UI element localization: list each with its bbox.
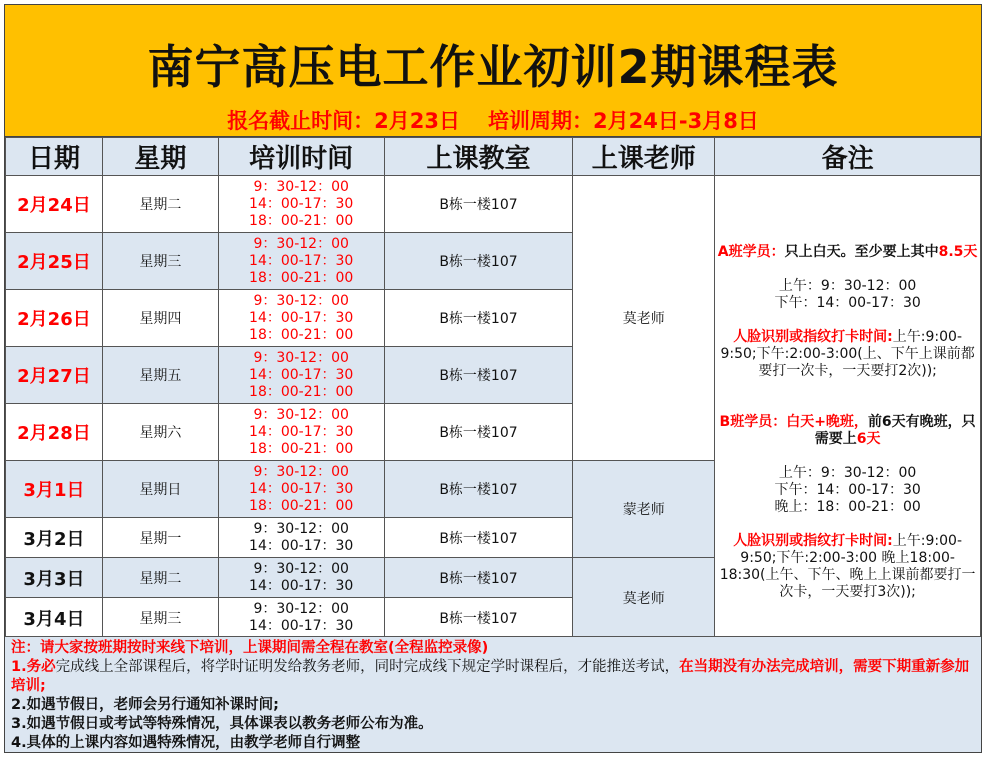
class-b-note bbox=[715, 414, 980, 448]
date-cell: 2月25日 bbox=[6, 233, 103, 290]
footer-note-1-emphasis: 务必 bbox=[26, 659, 56, 675]
weekday-cell: 星期二 bbox=[102, 558, 218, 598]
time-slot: 14：00-17：30 bbox=[249, 617, 354, 634]
header-weekday: 星期 bbox=[102, 138, 218, 176]
date-cell: 3月3日 bbox=[6, 558, 103, 598]
time-cell bbox=[218, 404, 384, 461]
class-a-afternoon: 下午：14：00-17：30 bbox=[774, 295, 921, 311]
time-slot: 18：00-21：00 bbox=[249, 497, 354, 514]
time-cell bbox=[218, 518, 384, 558]
date-cell: 2月28日 bbox=[6, 404, 103, 461]
date-cell: 3月4日 bbox=[6, 598, 103, 638]
footer-note-2: 2.如遇节假日，老师会另行通知补课时间; bbox=[11, 697, 279, 713]
time-slot: 14：00-17：30 bbox=[249, 309, 354, 326]
header-teacher: 上课老师 bbox=[573, 138, 715, 176]
header-time: 培训时间 bbox=[218, 138, 384, 176]
time-cell bbox=[218, 347, 384, 404]
weekday-cell: 星期一 bbox=[102, 518, 218, 558]
time-slot: 9：30-12：00 bbox=[253, 520, 349, 537]
time-slot: 18：00-21：00 bbox=[249, 383, 354, 400]
footer-notes bbox=[5, 636, 981, 752]
time-cell bbox=[218, 290, 384, 347]
weekday-cell: 星期二 bbox=[102, 176, 218, 233]
header-notes: 备注 bbox=[715, 138, 981, 176]
header-date: 日期 bbox=[6, 138, 103, 176]
teacher-cell: 莫老师 bbox=[573, 176, 715, 461]
weekday-cell: 星期三 bbox=[102, 233, 218, 290]
footer-note-0: 注：请大家按班期按时来线下培训，上课期间需全程在教室(全程监控录像) bbox=[11, 640, 489, 656]
time-slot: 9：30-12：00 bbox=[253, 178, 349, 195]
time-slot: 14：00-17：30 bbox=[249, 577, 354, 594]
time-slot: 14：00-17：30 bbox=[249, 423, 354, 440]
time-slot: 9：30-12：00 bbox=[253, 600, 349, 617]
class-b-evening: 晚上：18：00-21：00 bbox=[774, 499, 921, 515]
class-b-morning: 上午：9：30-12：00 bbox=[778, 465, 917, 481]
time-slot: 9：30-12：00 bbox=[253, 463, 349, 480]
class-b-clock-text: 上午:9:00-9:50;下午:2:00-3:00 晚上18:00-18:30(上午、下午、晚上上课前都要打一次卡，一天要打3次)); bbox=[719, 533, 976, 600]
header-row bbox=[6, 138, 981, 176]
room-cell: B栋一楼107 bbox=[384, 461, 573, 518]
footer-note-1-warning: 在当期没有办法完成培训，需要下期重新参加培训; bbox=[11, 659, 970, 694]
footer-note-3: 3.如遇节假日或考试等特殊情况，具体课表以教务老师公布为准。 bbox=[11, 716, 433, 732]
time-slot: 18：00-21：00 bbox=[249, 440, 354, 457]
time-slot: 9：30-12：00 bbox=[253, 235, 349, 252]
class-a-note bbox=[715, 244, 980, 261]
time-slot: 9：30-12：00 bbox=[253, 560, 349, 577]
class-b-text: 前6天有晚班，只需要上 bbox=[814, 414, 976, 447]
room-cell: B栋一楼107 bbox=[384, 558, 573, 598]
class-b-clock-label: 人脸识别或指纹打卡时间: bbox=[733, 533, 893, 549]
time-slot: 14：00-17：30 bbox=[249, 366, 354, 383]
class-b-label: B班学员：白天+晚班， bbox=[719, 414, 868, 430]
room-cell: B栋一楼107 bbox=[384, 598, 573, 638]
notes-cell bbox=[715, 176, 981, 638]
footer-note-1-text: 完成线上全部课程后，将学时证明发给教务老师，同时完成线下规定学时课程后，才能推送考试， bbox=[55, 659, 680, 675]
table-row bbox=[6, 176, 981, 233]
time-slot: 14：00-17：30 bbox=[249, 195, 354, 212]
schedule-table bbox=[5, 137, 981, 638]
time-slot: 18：00-21：00 bbox=[249, 212, 354, 229]
class-b-afternoon: 下午：14：00-17：30 bbox=[774, 482, 921, 498]
time-slot: 14：00-17：30 bbox=[249, 252, 354, 269]
class-a-days: 8.5天 bbox=[938, 244, 978, 260]
time-slot: 9：30-12：00 bbox=[253, 406, 349, 423]
time-slot: 18：00-21：00 bbox=[249, 269, 354, 286]
weekday-cell: 星期日 bbox=[102, 461, 218, 518]
room-cell: B栋一楼107 bbox=[384, 233, 573, 290]
date-cell: 2月24日 bbox=[6, 176, 103, 233]
footer-note-1-num: 1. bbox=[11, 659, 27, 675]
subtitle bbox=[5, 105, 981, 135]
class-b-clock-note bbox=[715, 533, 980, 601]
weekday-cell: 星期五 bbox=[102, 347, 218, 404]
time-slot: 9：30-12：00 bbox=[253, 349, 349, 366]
schedule-sheet bbox=[4, 4, 982, 753]
date-cell: 3月1日 bbox=[6, 461, 103, 518]
page-title: 南宁高压电工作业初训2期课程表 bbox=[147, 40, 839, 94]
footer-note-4: 4.具体的上课内容如遇特殊情况，由教学老师自行调整 bbox=[11, 735, 361, 751]
time-cell bbox=[218, 558, 384, 598]
footer-note-1 bbox=[11, 658, 975, 696]
room-cell: B栋一楼107 bbox=[384, 176, 573, 233]
time-slot: 18：00-21：00 bbox=[249, 326, 354, 343]
room-cell: B栋一楼107 bbox=[384, 347, 573, 404]
time-cell bbox=[218, 176, 384, 233]
class-a-clock-note bbox=[715, 329, 980, 380]
date-cell: 2月26日 bbox=[6, 290, 103, 347]
time-cell bbox=[218, 461, 384, 518]
weekday-cell: 星期六 bbox=[102, 404, 218, 461]
class-a-clock-text: 上午:9:00-9:50;下午:2:00-3:00(上、下午上课前都要打一次卡，一天要打2次)); bbox=[720, 329, 975, 379]
training-period: 培训周期：2月24日-3月8日 bbox=[488, 109, 759, 133]
teacher-cell: 莫老师 bbox=[573, 558, 715, 638]
class-b-days: 6天 bbox=[856, 431, 881, 447]
weekday-cell: 星期四 bbox=[102, 290, 218, 347]
enroll-deadline: 报名截止时间：2月23日 bbox=[227, 109, 461, 133]
class-a-morning: 上午：9：30-12：00 bbox=[778, 278, 917, 294]
time-cell bbox=[218, 598, 384, 638]
time-cell bbox=[218, 233, 384, 290]
teacher-cell: 蒙老师 bbox=[573, 461, 715, 558]
room-cell: B栋一楼107 bbox=[384, 518, 573, 558]
date-cell: 3月2日 bbox=[6, 518, 103, 558]
time-slot: 14：00-17：30 bbox=[249, 537, 354, 554]
class-a-text: 只上白天。至少要上其中 bbox=[784, 244, 939, 260]
room-cell: B栋一楼107 bbox=[384, 290, 573, 347]
class-a-label: A班学员： bbox=[717, 244, 785, 260]
weekday-cell: 星期三 bbox=[102, 598, 218, 638]
header-room: 上课教室 bbox=[384, 138, 573, 176]
class-a-clock-label: 人脸识别或指纹打卡时间: bbox=[733, 329, 893, 345]
date-cell: 2月27日 bbox=[6, 347, 103, 404]
time-slot: 14：00-17：30 bbox=[249, 480, 354, 497]
room-cell: B栋一楼107 bbox=[384, 404, 573, 461]
title-banner bbox=[5, 5, 981, 137]
time-slot: 9：30-12：00 bbox=[253, 292, 349, 309]
